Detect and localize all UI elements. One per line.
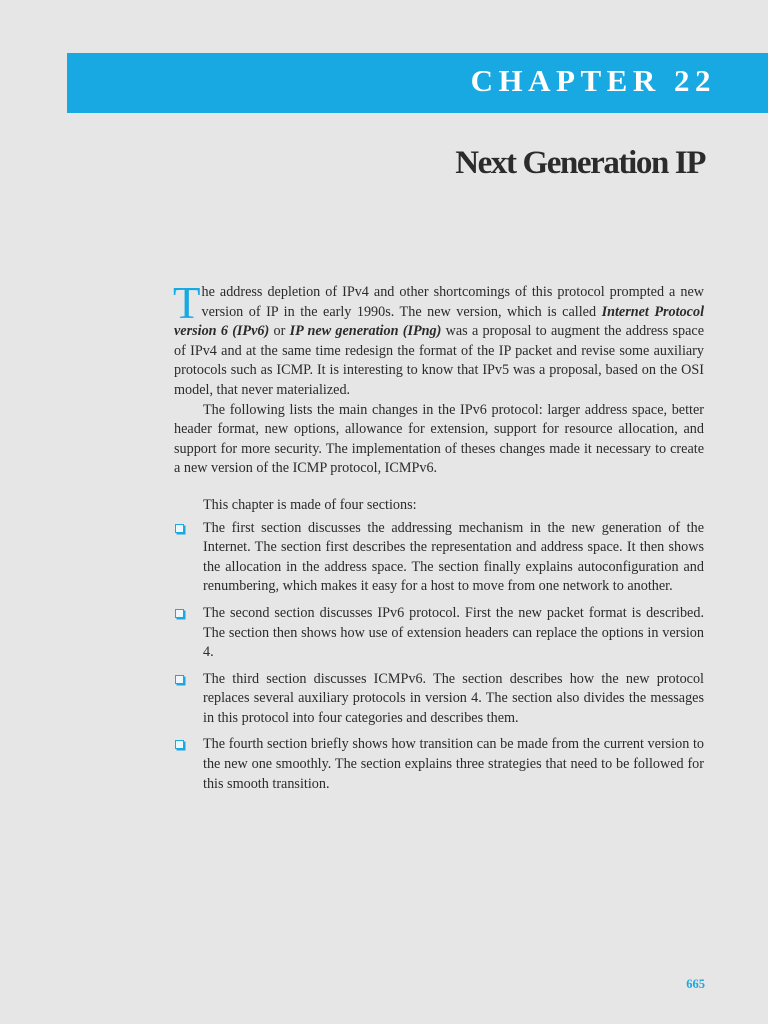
changes-paragraph: The following lists the main changes in the IPv6 protocol: larger address space, better header format, new options, allowance for extension, support for resource allocation, and support for more security. The implementation of theses changes made it necessary to create a new version of the ICMP protocol, ICMPv6. <box>174 401 704 477</box>
chapter-title: Next Generation IP <box>455 145 705 181</box>
list-item <box>174 519 704 597</box>
page-number: 665 <box>686 977 705 991</box>
square-bullet-icon <box>175 740 184 749</box>
sections-intro: This chapter is made of four sections: <box>203 496 417 513</box>
list-item <box>174 670 704 729</box>
section-list <box>174 519 704 795</box>
term-ipng: IP new generation (IPng) <box>289 323 442 340</box>
list-item-text: The fourth section briefly shows how transition can be made from the current version to the new one smoothly. The section explains three strategies that need to be followed for this smooth transition. <box>203 736 704 792</box>
drop-cap: T <box>173 278 201 328</box>
list-item-text: The second section discusses IPv6 protocol. First the new packet format is described. The section then shows how use of extension headers can replace the options in version 4. <box>203 604 704 661</box>
chapter-banner <box>67 53 768 113</box>
list-item-text: The first section discusses the addressing mechanism in the new generation of the Internet. The section first describes the representation and address space. It then shows the allocation in the address space. The section finally explains autoconfiguration and renumbering, which makes it easy for a host to move from one network to another. <box>203 519 704 595</box>
list-item <box>174 735 704 794</box>
list-item-text: The third section discusses ICMPv6. The section describes how the new protocol replaces several auxiliary protocols in version 4. The section also divides the messages in this protocol into four categories and describes them. <box>203 670 704 726</box>
list-item <box>174 604 704 663</box>
intro-paragraph <box>173 278 705 401</box>
square-bullet-icon <box>175 524 184 533</box>
square-bullet-icon <box>175 609 184 618</box>
intro-text-part-c: was a proposal to augment the address space of IPv4 and at the same time redesign the format of the IP packet and revise some auxiliary protocols such as ICMP. It is interesting to know that IPv5 was a proposal, based on the OSI model, that never materialized. <box>174 323 704 398</box>
chapter-body <box>173 278 705 801</box>
square-bullet-icon <box>175 675 184 684</box>
intro-text-part-a: he address depletion of IPv4 and other shortcomings of this protocol prompted a new version of IP in the early 1990s. The new version, which is called <box>201 284 704 320</box>
chapter-label: CHAPTER 22 <box>470 63 716 98</box>
intro-text-part-b: or <box>269 323 290 340</box>
term-ipv6: Internet Protocol version 6 (IPv6) <box>174 303 705 340</box>
